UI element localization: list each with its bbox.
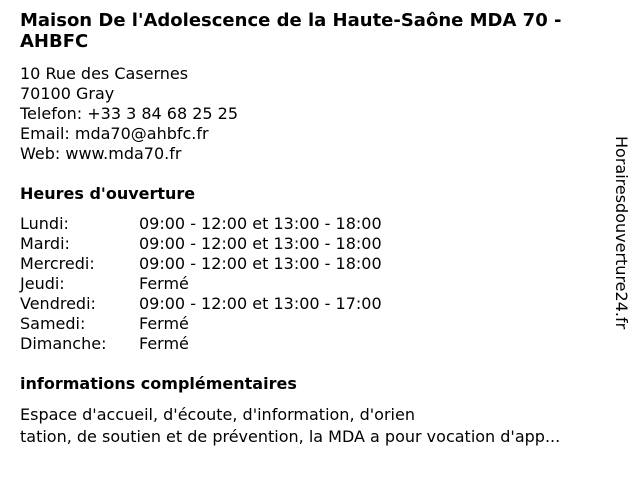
hours-time: Fermé — [139, 334, 189, 353]
info-description — [20, 404, 620, 448]
hours-day: Samedi: — [20, 314, 86, 333]
email-address: Email: mda70@ahbfc.fr — [20, 124, 209, 143]
hours-day: Mardi: — [20, 234, 70, 253]
hours-time: 09:00 - 12:00 et 13:00 - 18:00 — [139, 234, 382, 253]
hours-day: Lundi: — [20, 214, 69, 233]
hours-time: Fermé — [139, 314, 189, 333]
hours-time: 09:00 - 12:00 et 13:00 - 17:00 — [139, 294, 382, 313]
hours-day: Mercredi: — [20, 254, 95, 273]
phone-number: Telefon: +33 3 84 68 25 25 — [20, 104, 239, 123]
info-line: Espace d'accueil, d'écoute, d'information, d'orien — [20, 405, 415, 424]
street-address: 10 Rue des Casernes — [20, 64, 189, 83]
contact-block — [20, 64, 238, 164]
info-line: tation, de soutien et de prévention, la MDA a pour vocation d'app... — [20, 427, 561, 446]
postal-city: 70100 Gray — [20, 84, 115, 103]
hours-heading: Heures d'ouverture — [20, 184, 196, 203]
hours-time: 09:00 - 12:00 et 13:00 - 18:00 — [139, 254, 382, 273]
hours-time: 09:00 - 12:00 et 13:00 - 18:00 — [139, 214, 382, 233]
page-title: Maison De l'Adolescence de la Haute-Saône MDA 70 - AHBFC — [20, 10, 562, 52]
hours-time: Fermé — [139, 274, 189, 293]
info-heading: informations complémentaires — [20, 374, 297, 393]
website: Web: www.mda70.fr — [20, 144, 182, 163]
hours-day: Dimanche: — [20, 334, 107, 353]
hours-day: Vendredi: — [20, 294, 96, 313]
hours-day: Jeudi: — [20, 274, 65, 293]
side-brand-text: Horairesdouverture24.fr — [612, 136, 631, 330]
